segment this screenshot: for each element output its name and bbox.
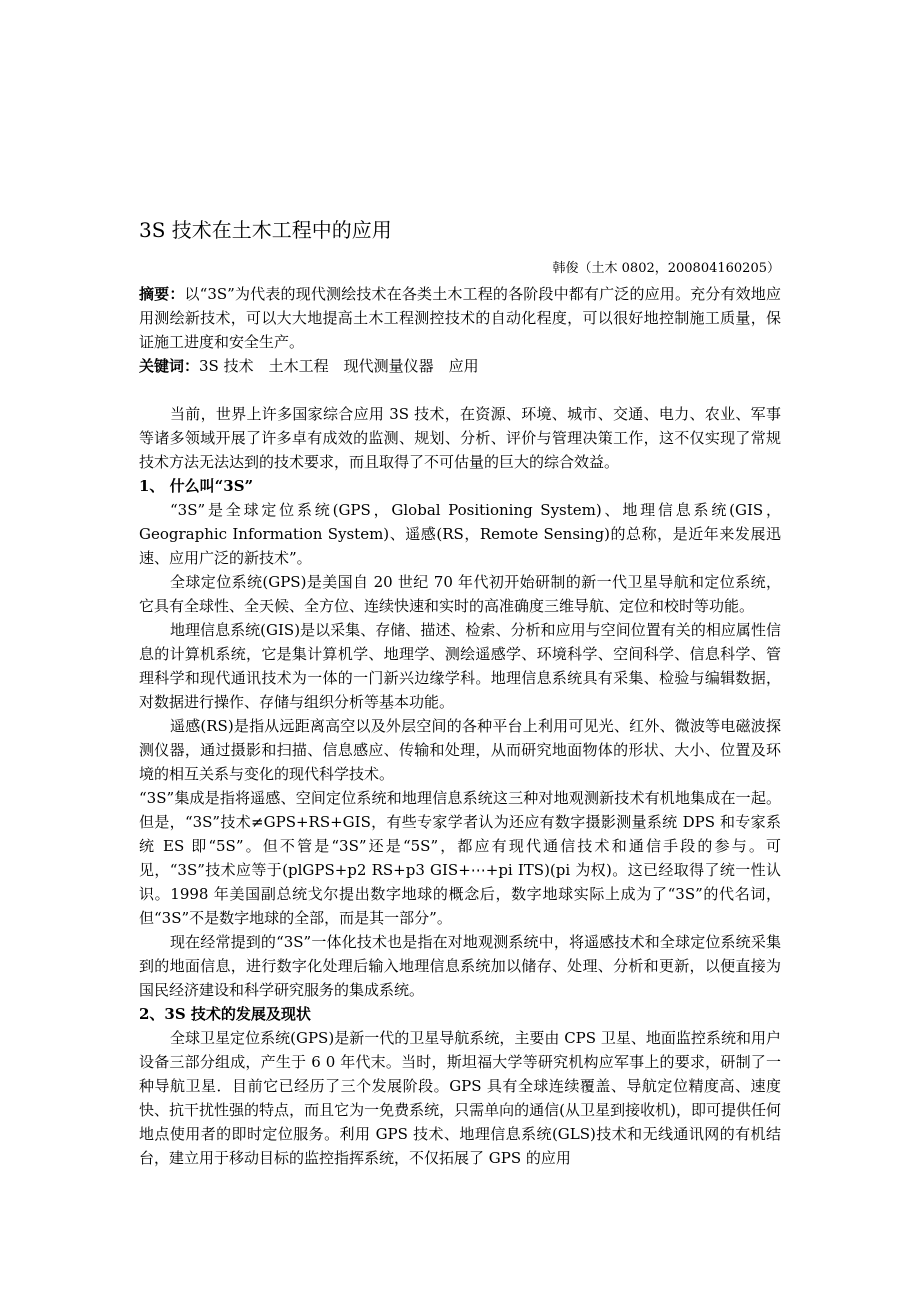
section-1-paragraph-4: 遥感(RS)是指从远距离高空以及外层空间的各种平台上利用可见光、红外、微波等电磁波探测仪器，通过摄影和扫描、信息感应、传输和处理，从而研究地面物体的形状、大小、位置及环境的相互关系与变化的现代科学技术。: [139, 717, 781, 783]
author-line: 韩俊（土木 0802，200804160205）: [552, 261, 780, 276]
document-body: [139, 282, 781, 1170]
abstract-text: 以“3S”为代表的现代测绘技术在各类土木工程的各阶段中都有广泛的应用。充分有效地应用测绘新技术，可以大大地提高土木工程测控技术的自动化程度，可以很好地控制施工质量，保证施工进度和安全生产。: [139, 285, 781, 351]
keywords: [139, 354, 781, 378]
document-title: 3S 技术在土木工程中的应用: [139, 218, 392, 242]
section-2-heading: 2、3S 技术的发展及现状: [139, 1005, 311, 1023]
keywords-label: 关键词：: [139, 357, 200, 375]
intro-paragraph: 当前，世界上许多国家综合应用 3S 技术，在资源、环境、城市、交通、电力、农业、军事等诸多领域开展了许多卓有成效的监测、规划、分析、评价与管理决策工作，这不仅实现了常规技术方法无法达到的技术要求，而且取得了不可估量的巨大的综合效益。: [139, 405, 781, 471]
section-1-paragraph-5: “3S”集成是指将遥感、空间定位系统和地理信息系统这三种对地观测新技术有机地集成在一起。但是，“3S”技术≠GPS+RS+GIS，有些专家学者认为还应有数字摄影测量系统 DPS 和专家系统 ES 即“5S”。但不管是“3S”还是“5S”，都应有现代通信技术和通信手段的参与。可见，“3S”技术应等于(plGPS+p2 RS+p3 GIS+⋯+pi ITS)(pi 为权)。这已经取得了统一性认识。1998 年美国副总统戈尔提出数字地球的概念后，数字地球实际上成为了“3S”的代名词，但“3S”不是数字地球的全部，而是其一部分”。: [139, 789, 781, 927]
section-1-paragraph-6: 现在经常提到的“3S”一体化技术也是指在对地观测系统中，将遥感技术和全球定位系统采集到的地面信息，进行数字化处理后输入地理信息系统加以储存、处理、分析和更新，以便直接为国民经济建设和科学研究服务的集成系统。: [139, 933, 781, 999]
section-1-paragraph-1: “3S”是全球定位系统(GPS，Global Positioning System)、地理信息系统(GIS，Geographic Information System)、遥感(RS，Remote Sensing)的总称，是近年来发展迅速、应用广泛的新技术”。: [139, 501, 781, 567]
section-1-paragraph-3: 地理信息系统(GIS)是以采集、存储、描述、检索、分析和应用与空间位置有关的相应属性信息的计算机系统，它是集计算机学、地理学、测绘遥感学、环境科学、空间科学、信息科学、管理科学和现代通讯技术为一体的一门新兴边缘学科。地理信息系统具有采集、检验与编辑数据，对数据进行操作、存储与组织分析等基本功能。: [139, 621, 781, 711]
abstract: [139, 282, 781, 354]
keywords-text: 3S 技术 土木工程 现代测量仪器 应用: [199, 357, 479, 375]
paragraph-gap: [139, 378, 781, 402]
abstract-label: 摘要：: [139, 285, 185, 303]
section-2-paragraph-1: 全球卫星定位系统(GPS)是新一代的卫星导航系统，主要由 CPS 卫星、地面监控系统和用户设备三部分组成，产生于 6 0 年代末。当时，斯坦福大学等研究机构应军事上的要求，研制了一种导航卫星．目前它已经历了三个发展阶段。GPS 具有全球连续覆盖、导航定位精度高、速度快、抗干扰性强的特点，而且它为一免费系统，只需单向的通信(从卫星到接收机)，即可提供任何地点使用者的即时定位服务。利用 GPS 技术、地理信息系统(GLS)技术和无线通讯网的有机结台，建立用于移动目标的监控指挥系统，不仅拓展了 GPS 的应用: [139, 1029, 781, 1167]
section-1-heading: 1、 什么叫“3S”: [139, 477, 254, 495]
section-1-paragraph-2: 全球定位系统(GPS)是美国自 20 世纪 70 年代初开始研制的新一代卫星导航和定位系统，它具有全球性、全天候、全方位、连续快速和实时的高准确度三维导航、定位和校时等功能。: [139, 573, 781, 615]
